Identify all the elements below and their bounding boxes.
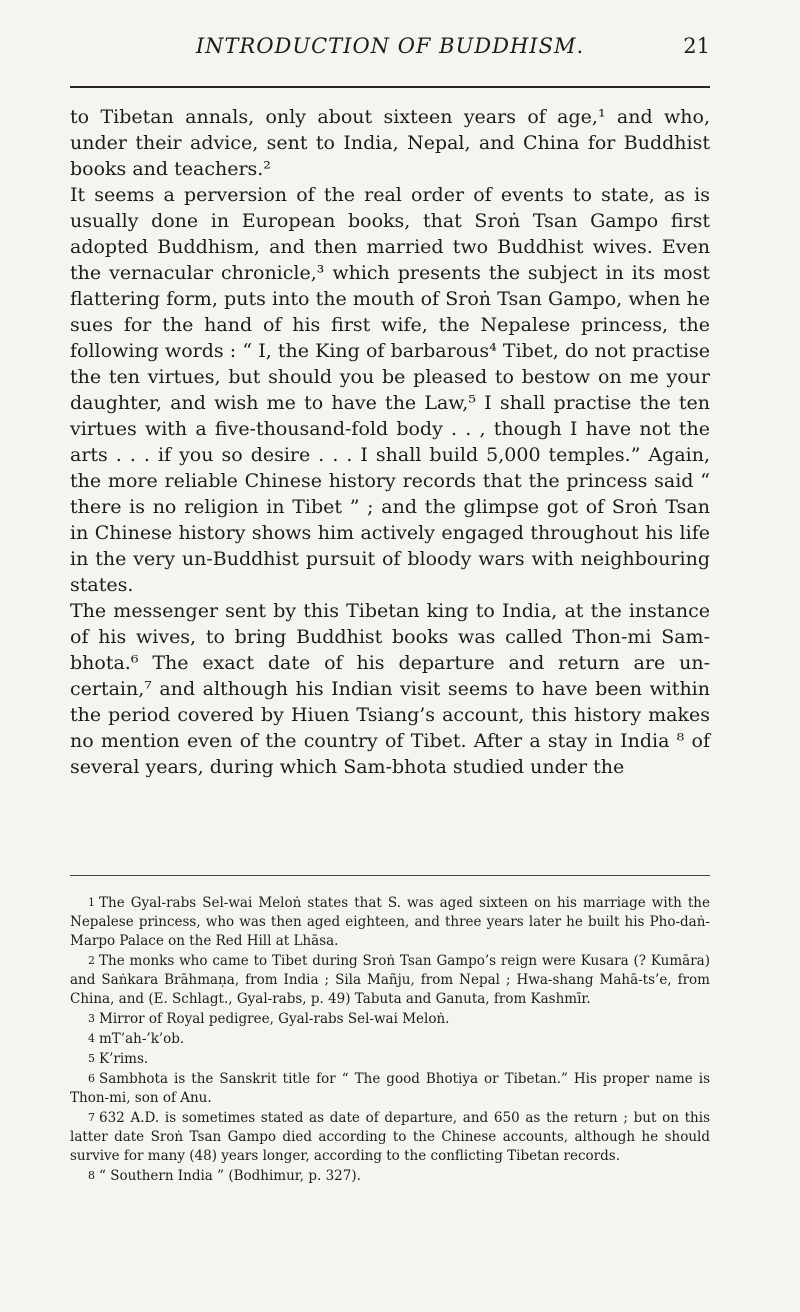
- footnotes: [70, 893, 710, 1186]
- running-title: INTRODUCTION OF BUDDHISM.: [195, 34, 585, 58]
- footnote-number: 4: [88, 1032, 95, 1045]
- footnote-text: Sambhota is the Sanskrit title for “ The good Bhotiya or Tibetan.” His proper name is Thon-mi, son of Anu.: [70, 1071, 710, 1106]
- footnote: [70, 1049, 710, 1069]
- footnote-text: Mirror of Royal pedigree, Gyal-rabs Sel-wai Meloṅ.: [99, 1011, 450, 1027]
- footnote-text: “ Southern India ” (Bodhimur, p. 327).: [99, 1168, 361, 1184]
- footnote-number: 1: [88, 896, 95, 909]
- footnote-number: 2: [88, 954, 95, 967]
- footnote: [70, 893, 710, 951]
- paragraph: to Tibetan annals, only about sixteen years of age,¹ and who, under their advice, sent to India, Nepal, and China for Buddhist books and teachers.²: [70, 106, 710, 180]
- footnote-text: mT’ah-’k’ob.: [99, 1031, 185, 1047]
- footnote-number: 7: [88, 1111, 95, 1124]
- footnote: [70, 1108, 710, 1166]
- footnote-text: The Gyal-rabs Sel-wai Meloṅ states that S. was aged sixteen on his marriage with the Nepalese princess, who was then aged eighteen, and three years later he built his Pho-daṅ-Marpo Palace on the Red Hill at Lhāsa.: [70, 895, 710, 949]
- footnote-text: K’rims.: [99, 1051, 149, 1067]
- footnote-text: The monks who came to Tibet during Sroṅ Tsan Gampo’s reign were Kusara (? Kumāra) and Saṅkara Brāhmaṇa, from India ; Sila Mañju, from Nepal ; Hwa-shang Mahā-ts’e, from China, and (E. Schlagt., Gyal-rabs, p. 49) Tabuta and Ganuta, from Kashmīr.: [70, 953, 710, 1007]
- footnote-number: 5: [88, 1052, 95, 1065]
- header-rule: [70, 86, 710, 88]
- footnote: [70, 1166, 710, 1186]
- footnote-text: 632 A.D. is sometimes stated as date of departure, and 650 as the return ; but on this latter date Sroṅ Tsan Gampo died according to the Chinese accounts, although he should survive for many (48) years longer, according to the conflicting Tibetan records.: [70, 1110, 710, 1164]
- page-header: [70, 34, 710, 64]
- page-number: 21: [683, 34, 710, 58]
- body-text: [70, 104, 710, 780]
- footnote: [70, 951, 710, 1009]
- footnote: [70, 1009, 710, 1029]
- paragraph: The messenger sent by this Tibetan king to India, at the instance of his wives, to bring Buddhist books was called Thon-mi Sam-bhota.⁶ The exact date of his departure and return are un-certain,⁷ and although his Indian visit seems to have been within the period covered by Hiuen Tsiang’s account, this history makes no mention even of the country of Tibet. After a stay in India ⁸ of several years, during which Sam-bhota studied under the: [70, 600, 710, 778]
- footnote-number: 3: [88, 1012, 95, 1025]
- paragraph: It seems a perversion of the real order of events to state, as is usually done in European books, that Sroṅ Tsan Gampo first adopted Buddhism, and then married two Buddhist wives. Even the vernacular chronicle,³ which presents the subject in its most flattering form, puts into the mouth of Sroṅ Tsan Gampo, when he sues for the hand of his first wife, the Nepalese princess, the following words : “ I, the King of barbarous⁴ Tibet, do not practise the ten virtues, but should you be pleased to bestow on me your daughter, and wish me to have the Law,⁵ I shall practise the ten virtues with a five-thousand-fold body . . , though I have not the arts . . . if you so desire . . . I shall build 5,000 temples.” Again, the more reliable Chinese history records that the princess said “ there is no religion in Tibet ” ; and the glimpse got of Sroṅ Tsan in Chinese history shows him actively engaged throughout his life in the very un-Buddhist pursuit of bloody wars with neighbouring states.: [70, 184, 710, 596]
- footnote-number: 8: [88, 1169, 95, 1182]
- footnote: [70, 1069, 710, 1108]
- footnote-rule: [70, 875, 710, 876]
- footnote: [70, 1029, 710, 1049]
- footnote-number: 6: [88, 1072, 95, 1085]
